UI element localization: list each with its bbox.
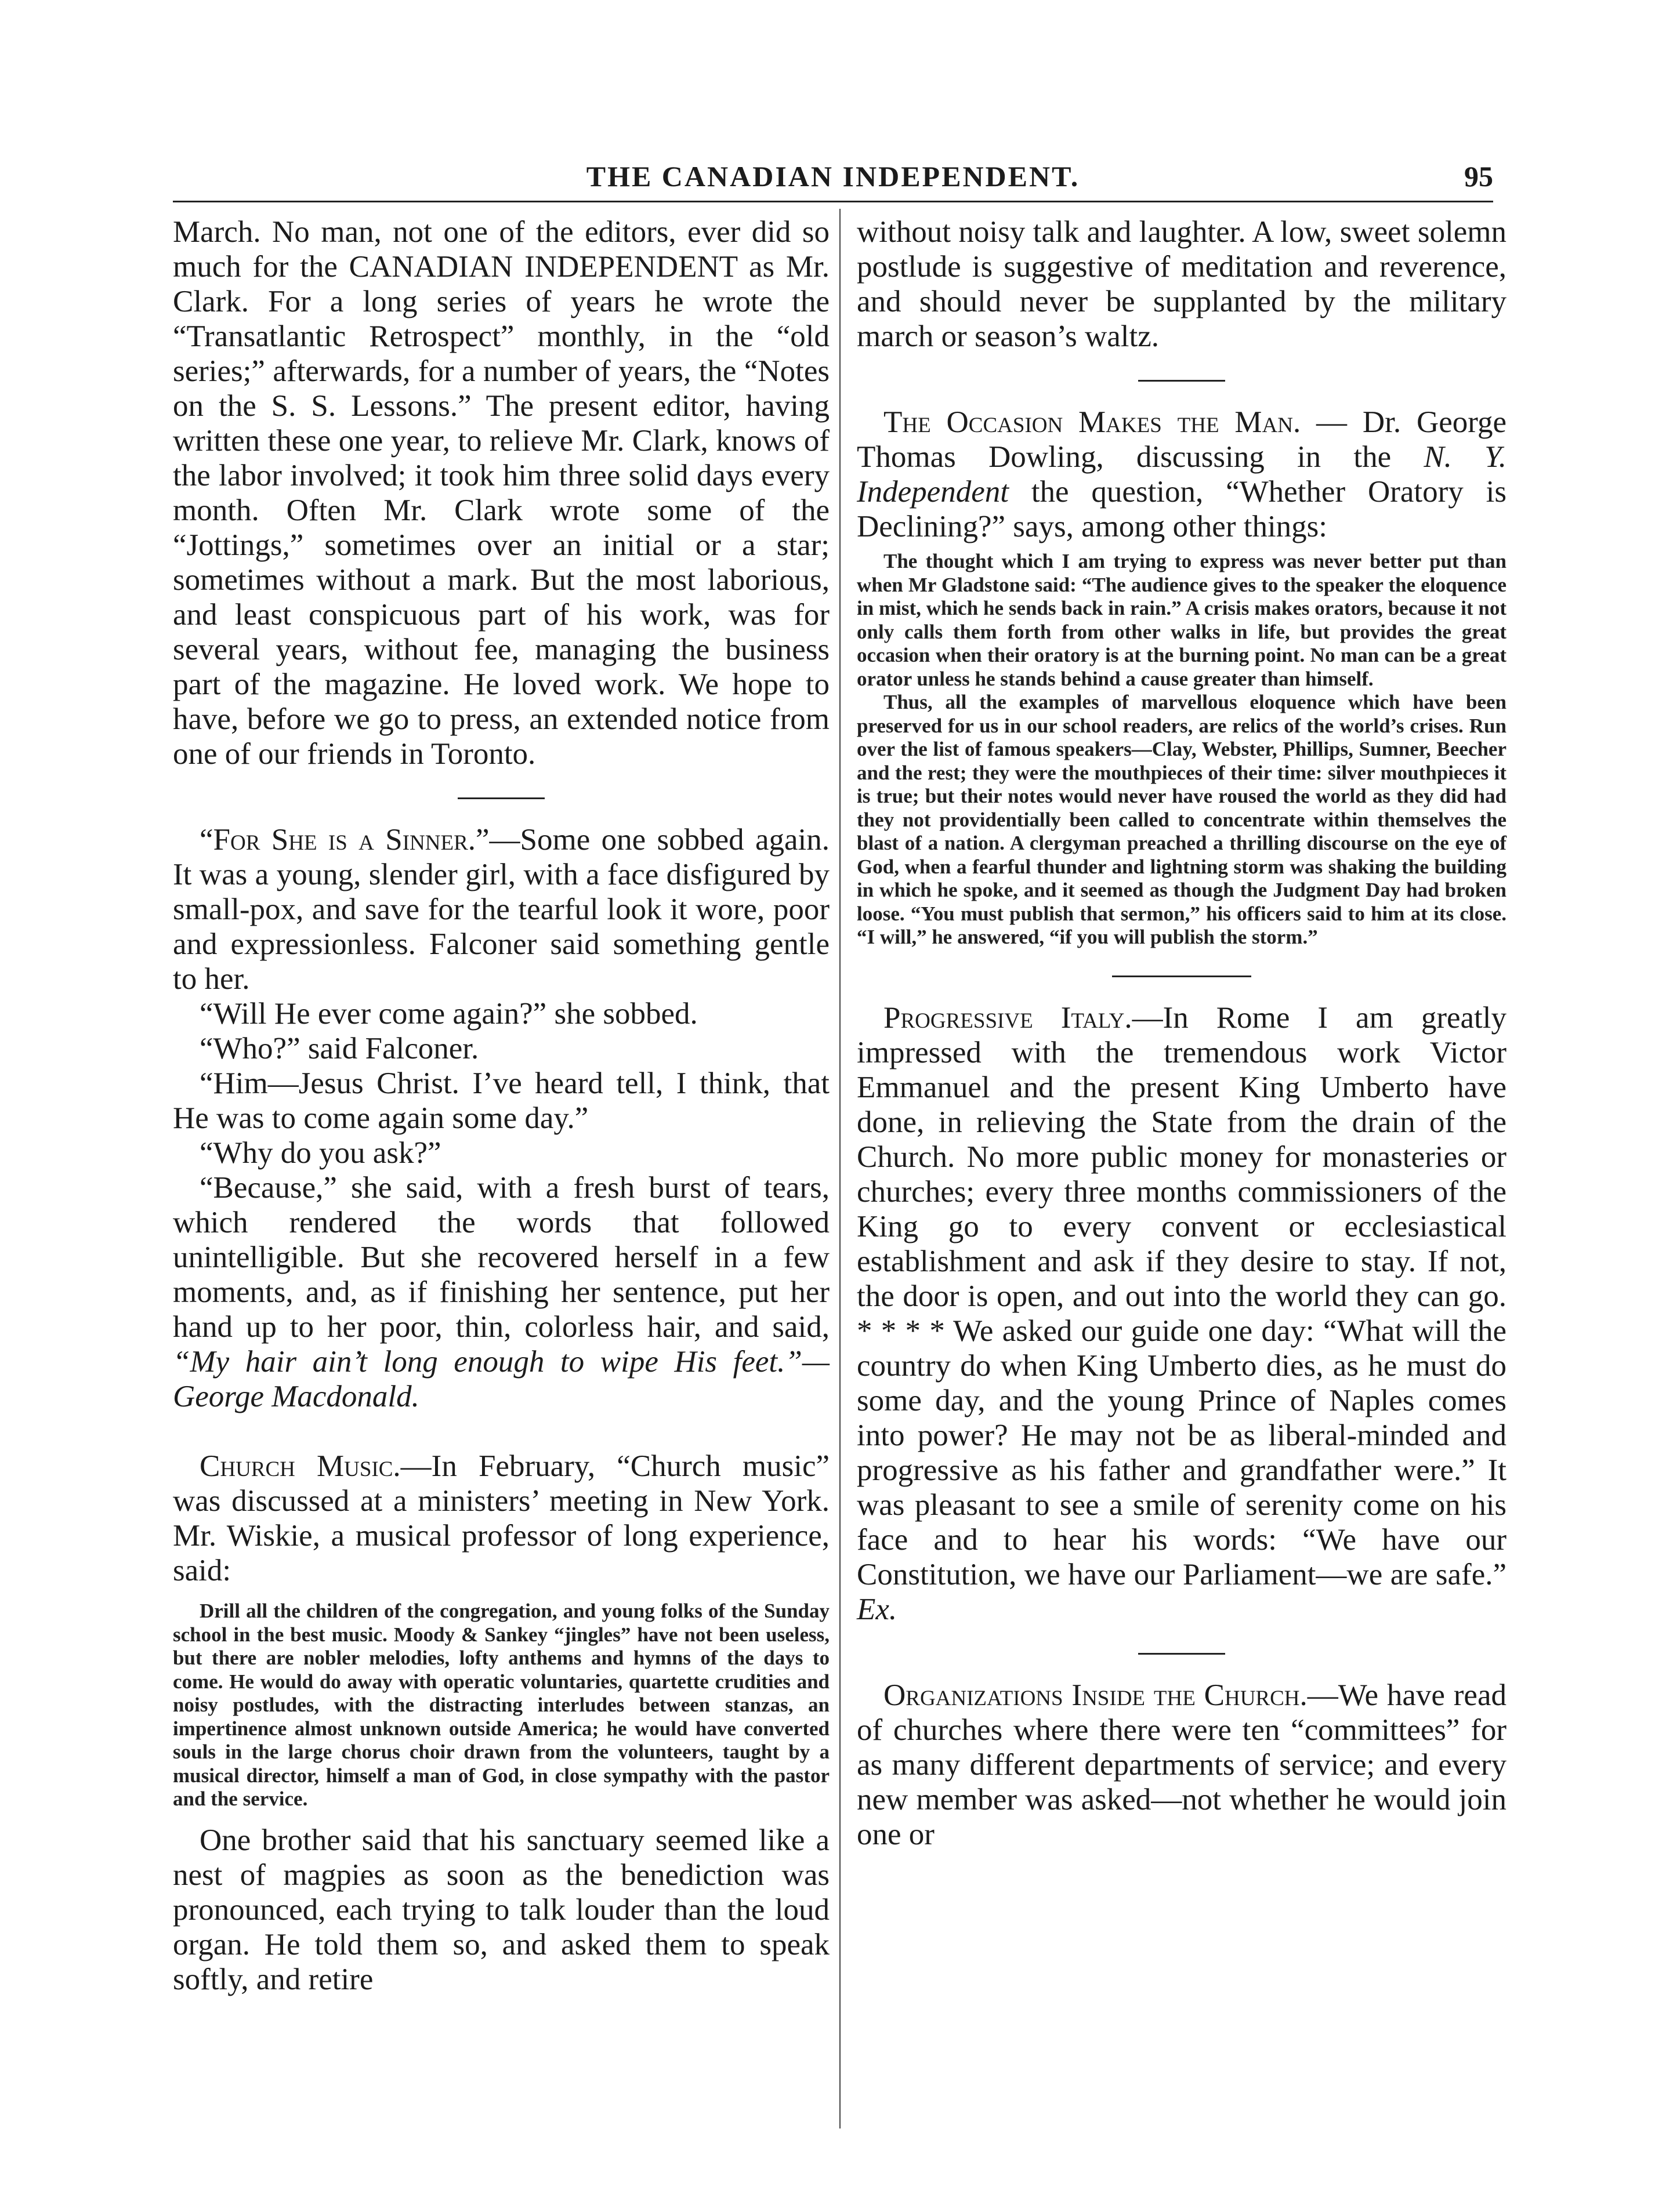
italy-body: —In Rome I am greatly impressed with the tremendous work Victor Emmanuel and the present King Umberto have done, in relieving the State from the drain of the Church. No more public money for monasteries or churches; every three months commissioners of the King go to every convent or ecclesiastical establishment and ask if they desire to stay. If not, the door is open, and out into the world they can go. * * * * We asked our guide one day: “What will the country do when King Umberto dies, as he must do some day, and the young Prince of Naples comes into power? He may not be as liberal-minded and progressive as his father and grandfather were.” It was pleasant to see a smile of serenity come on his face and to hear his words: “We have our Constitution, we have our Parliament—we are safe.” [857, 1000, 1506, 1591]
occasion-publication: N. Y. Independent [857, 440, 1506, 509]
occasion-intro-a: — Dr. George Thomas Dowling, discussing in the [857, 405, 1506, 474]
section-divider [1138, 380, 1225, 382]
running-header [173, 158, 1493, 195]
page-number: 95 [1464, 160, 1493, 193]
organizations-paragraph [857, 1678, 1506, 1852]
sinner-line-2: “Will He ever come again?” she sobbed. [200, 997, 698, 1031]
sinner-line-6 [173, 1170, 830, 1414]
church-music-intro: —In February, “Church music” was discussed at a ministers’ meeting in New York. Mr. Wiskie, a musical professor of long experience, said: [173, 1449, 830, 1587]
section-divider [1138, 1653, 1225, 1655]
section-divider [1112, 976, 1251, 977]
occasion-intro-b: the question, “Whether Oratory is Declining?” says, among other things: [857, 475, 1506, 543]
church-music-paragraph [173, 1449, 830, 1588]
header-rule [173, 201, 1493, 202]
left-column [173, 215, 830, 1997]
italy-paragraph [857, 1000, 1506, 1627]
sinner-line-6-text: “Because,” she said, with a fresh burst of tears, which rendered the words that followed unintelligible. But she recovered herself in a few moments, and, as if finishing her sentence, put her hand up to her poor, thin, colorless hair, and said, [173, 1171, 830, 1344]
sinner-line-5: “Why do you ask?” [200, 1136, 441, 1170]
journal-title: THE CANADIAN INDEPENDENT. [586, 160, 1080, 193]
sinner-line-3: “Who?” said Falconer. [200, 1032, 479, 1065]
church-music-after: One brother said that his sanctuary seemed like a nest of magpies as soon as the benediction was pronounced, each trying to talk louder than the loud organ. He told them so, and asked them to speak softly, and retire [173, 1823, 830, 1996]
section-divider [458, 797, 545, 799]
italy-heading: Progressive Italy. [883, 1000, 1132, 1035]
column-divider [839, 209, 841, 2128]
church-music-quote: Drill all the children of the congregation, and young folks of the Sunday school in the best music. Moody & Sankey “jingles” have not been useless, but there are nobler melodies, lofty anthems and hymns of the days to come. He would do away with operatic voluntaries, quartette crudities and noisy postludes, with the distracting interludes between stanzas, an impertinence almost unknown outside America; he would have converted souls in the large chorus choir drawn from the volunteers, taught by a musical director, himself a man of God, in close sympathy with the pastor and the service. [173, 1600, 830, 1810]
sinner-line-4: “Him—Jesus Christ. I’ve heard tell, I think, that He was to come again some day.” [173, 1067, 830, 1135]
organizations-body: —We have read of churches where there were ten “committees” for as many different departments of service; and every new member was asked—not whether he would join one or [857, 1678, 1506, 1851]
church-music-heading: Church Music. [200, 1449, 401, 1483]
occasion-paragraph [857, 405, 1506, 544]
sinner-quote-attribution: “My hair ain’t long enough to wipe His feet.”—George Macdonald. [173, 1345, 830, 1413]
sinner-text: —Some one sobbed again. It was a young, slender girl, with a face disfigured by small-pox, and save for the tearful look it wore, poor and expressionless. Falconer said something gentle to her. [173, 823, 830, 996]
occasion-heading: The Occasion Makes the Man. [883, 405, 1301, 439]
continuation-paragraph: without noisy talk and laughter. A low, sweet solemn postlude is suggestive of meditation and reverence, and should never be supplanted by the military march or season’s waltz. [857, 215, 1506, 353]
organizations-heading: Organizations Inside the Church. [883, 1678, 1308, 1712]
sinner-heading: “For She is a Sinner.” [200, 823, 490, 857]
occasion-quote-2: Thus, all the examples of marvellous eloquence which have been preserved for us in our school readers, are relics of the world’s crises. Run over the list of famous speakers—Clay, Webster, Phillips, Sumner, Beecher and the rest; they were the mouthpieces of their time: silver mouthpieces it is true; but their notes would never have roused the world as they did had they not providentially been called to concentrate within themselves the blast of a nation. A clergyman preached a thrilling discourse on the eye of God, when a fearful thunder and lightning storm was shaking the building in which he spoke, and it seemed as though the Judgment Day had broken loose. “You must publish that sermon,” his officers said to him at its close. “I will,” he answered, “if you will publish the storm.” [857, 691, 1506, 948]
occasion-quote-1: The thought which I am trying to express was never better put than when Mr Gladstone said: “The audience gives to the speaker the eloquence in mist, which he sends back in rain.” A crisis makes orators, because it not only calls them forth from other walks in life, but provides the great occasion when their oratory is at the burning point. No man can be a great orator unless he stands behind a cause greater than himself. [857, 550, 1506, 690]
clark-paragraph: March. No man, not one of the editors, ever did so much for the CANADIAN INDEPENDENT as Mr. Clark. For a long series of years he wrote the “Transatlantic Retrospect” monthly, in the “old series;” afterwards, for a number of years, the “Notes on the S. S. Lessons.” The present editor, having written these one year, to relieve Mr. Clark, knows of the labor involved; it took him three solid days every month. Often Mr. Clark wrote some of the “Jottings,” sometimes over an initial or a star; sometimes without a mark. But the most laborious, and least conspicuous part of his work, was for several years, without fee, managing the business part of the magazine. He loved work. We hope to have, before we go to press, an extended notice from one of our friends in Toronto. [173, 215, 830, 771]
sinner-paragraph [173, 822, 830, 996]
italy-signoff: Ex. [857, 1592, 897, 1626]
right-column [857, 215, 1506, 1852]
